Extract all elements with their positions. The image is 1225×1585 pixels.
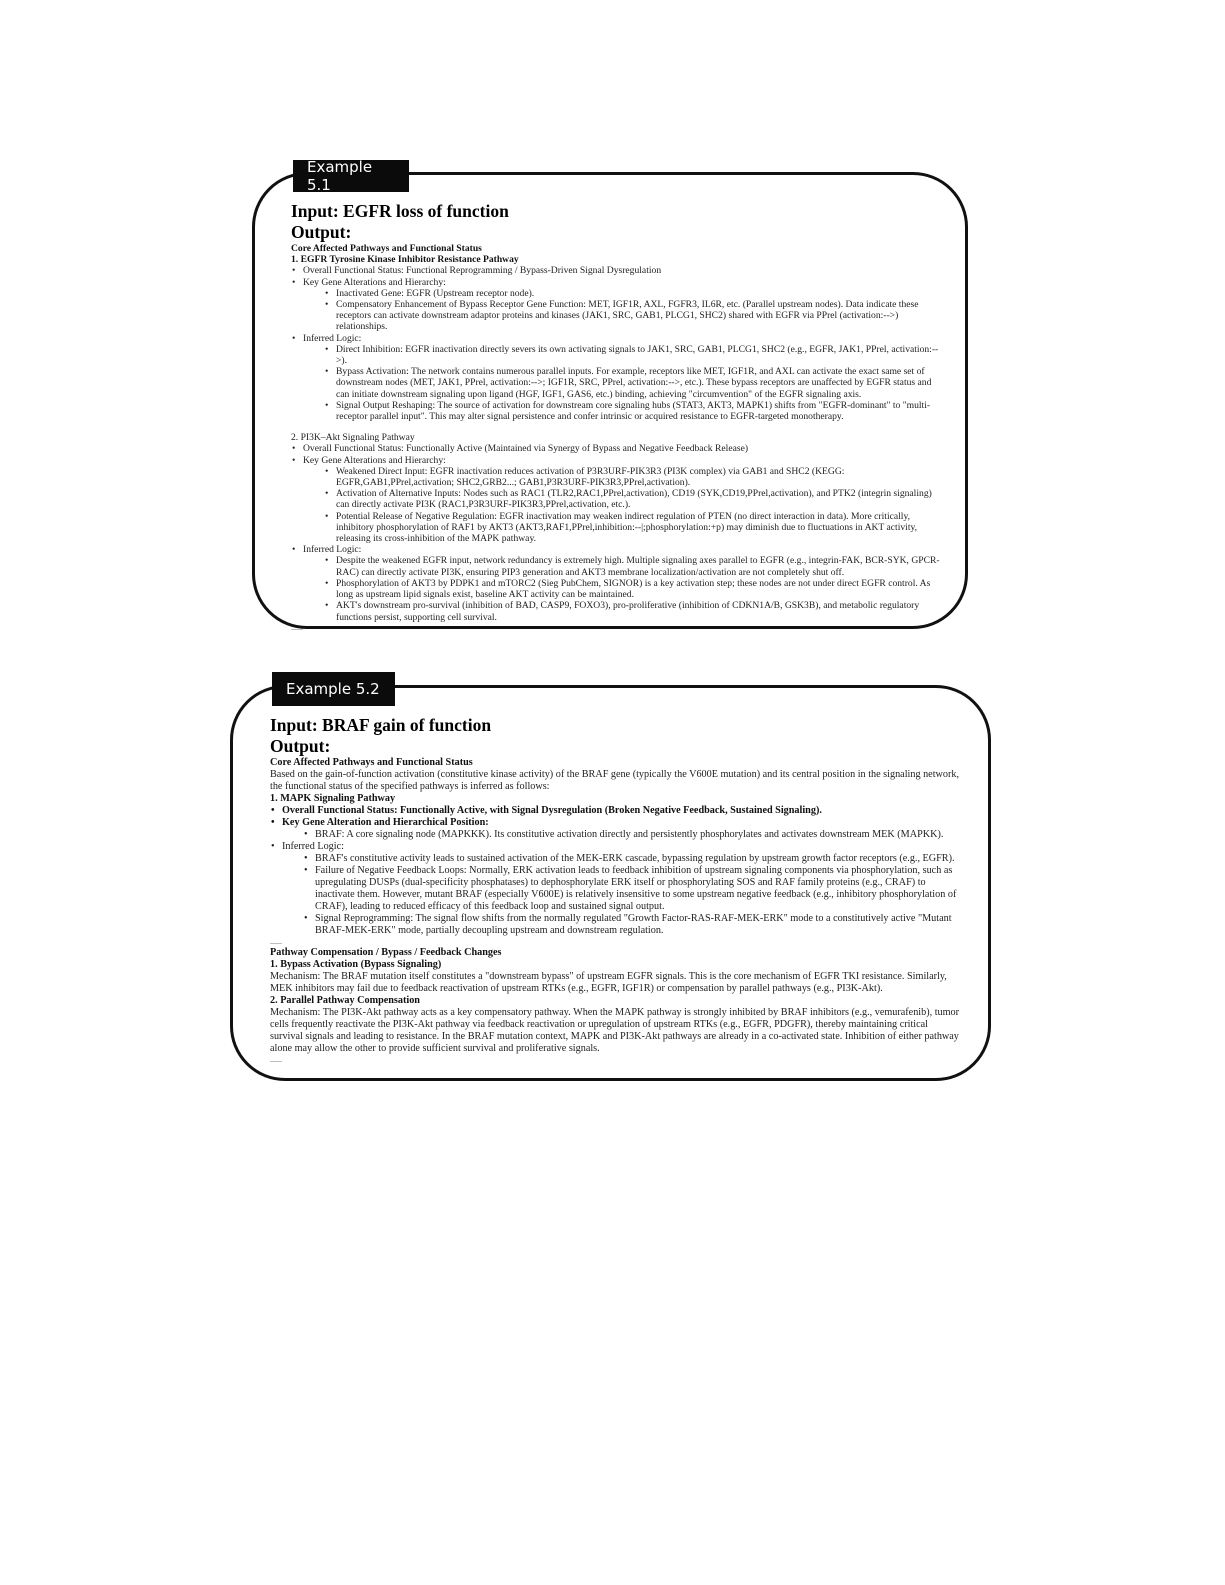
example-label-1: Example 5.1 xyxy=(293,160,409,192)
bullet-item: • Signal Reprogramming: The signal flow shifts from the normally regulated "Growth Factor-RAS-RAF-MEK-ERK" mode to a constitutively active "Mutant BRAF-MEK-ERK" mode, partially decoupling upstream and downstream regulation. xyxy=(270,913,960,937)
bullet-item: • Inferred Logic: xyxy=(291,544,941,555)
paragraph: Based on the gain-of-function activation (constitutive kinase activity) of the BRAF gene (typically the V600E mutation) and its central position in the signaling network, the functional status of the specified pathways is inferred as follows: xyxy=(270,769,960,792)
bullet-item: • Signal Output Reshaping: The source of activation for downstream core signaling hubs (STAT3, AKT3, MAPK1) shifts from "EGFR-dominant" to "multi-receptor parallel input". This may alter signal persistence and confer intrinsic or acquired resistance to EGFR-targeted monotherapy. xyxy=(291,400,941,422)
input-title: Input: EGFR loss of function xyxy=(291,201,509,221)
example-content-2 xyxy=(270,715,960,1065)
bullet-item: • Weakened Direct Input: EGFR inactivation reduces activation of P3R3URF-PIK3R3 (PI3K complex) via GAB1 and SHC2 (KEGG: EGFR,GAB1,PPrel,activation; SHC2,GRB2...; GAB1,P3R3URF-PIK3R3,PPrel,activation). xyxy=(291,466,941,488)
bullet-item: • Overall Functional Status: Functional Reprogramming / Bypass-Driven Signal Dysregulation xyxy=(291,265,941,276)
bullet-item: • Inferred Logic: xyxy=(291,333,941,344)
bullet-item: • Compensatory Enhancement of Bypass Receptor Gene Function: MET, IGF1R, AXL, FGFR3, IL6R, etc. (Parallel upstream nodes). Data indicate these receptors can activate downstream adaptor proteins and kinases (JAK1, SRC, GAB1, PLCG1, SHC2) shared with EGFR via PPrel (activation:-->) relationships. xyxy=(291,299,941,333)
output-body xyxy=(291,243,941,633)
bullet-item: • Bypass Activation: The network contains numerous parallel inputs. For example, receptors like MET, IGF1R, and AXL can activate the exact same set of downstream nodes (MET, JAK1, PPrel, activation:-->; IGF1R, SRC, PPrel, activation:-->, etc.). These bypass receptors are unaffected by EGFR status and can initiate downstream signaling upon ligand (HGF, IGF1, GAS6, etc.) binding, achieving "circumvention" of the EGFR signaling axis. xyxy=(291,366,941,400)
example-content-1 xyxy=(291,201,941,633)
ellipsis: ...... xyxy=(291,622,303,632)
bullet-item: • Failure of Negative Feedback Loops: Normally, ERK activation leads to feedback inhibition of upstream signaling components via phosphorylation, such as upregulating DUSPs (dual-specificity phosphatases) to dephosphorylate ERK itself or phosphorylating SOS and RAF family proteins (e.g., CRAF) to inactivate them. However, mutant BRAF (especially V600E) is relatively insensitive to some upstream negative feedback (e.g., inhibitory phosphorylation of CRAF), leading to reduced efficacy of this feedback loop and sustained signal output. xyxy=(270,865,960,913)
paragraph: 2. PI3K–Akt Signaling Pathway xyxy=(291,432,415,444)
bullet-item: • AKT's downstream pro-survival (inhibition of BAD, CASP9, FOXO3), pro-proliferative (inhibition of CDKN1A/B, GSK3B), and metabolic regulatory functions persist, supporting cell survival. xyxy=(291,600,941,622)
section-heading: Pathway Compensation / Bypass / Feedback Changes xyxy=(270,947,502,958)
bullet-item: • Overall Functional Status: Functionally Active (Maintained via Synergy of Bypass and Negative Feedback Release) xyxy=(291,443,941,454)
paragraph: Mechanism: The BRAF mutation itself constitutes a "downstream bypass" of upstream EGFR signals. This is the core mechanism of EGFR TKI resistance. Similarly, MEK inhibitors may fail due to feedback reactivation of upstream RTKs (e.g., EGFR, IGF1R) or compensation by parallel pathways (e.g., PI3K-Akt). xyxy=(270,971,947,994)
paragraph: Mechanism: The PI3K-Akt pathway acts as a key compensatory pathway. When the MAPK pathway is strongly inhibited by BRAF inhibitors (e.g., vemurafenib), tumor cells frequently reactivate the PI3K-Akt pathway via feedback reactivation or upregulation of upstream RTKs (e.g., EGFR, PDGFR), thereby maintaining critical survival signals and leading to resistance. In the BRAF mutation context, MAPK and PI3K-Akt pathways are already in a co-activated state. Inhibition of either pathway alone may allow the other to provide sufficient survival and proliferative signals. xyxy=(270,1007,960,1054)
bullet-item: • Direct Inhibition: EGFR inactivation directly severs its own activating signals to JAK1, SRC, GAB1, PLCG1, SHC2 (e.g., EGFR, JAK1, PPrel, activation:-->). xyxy=(291,344,941,366)
section-heading: 1. EGFR Tyrosine Kinase Inhibitor Resistance Pathway xyxy=(291,254,519,266)
bullet-item: • Inferred Logic: xyxy=(270,841,960,853)
ellipsis: ...... xyxy=(270,937,282,946)
bullet-item: • BRAF: A core signaling node (MAPKKK). Its constitutive activation directly and persistently phosphorylates and activates downstream MEK (MAPKK). xyxy=(270,829,960,841)
section-heading: Core Affected Pathways and Functional Status xyxy=(291,243,482,254)
bullet-item: • Key Gene Alteration and Hierarchical Position: xyxy=(270,817,960,829)
bullet-item: • Despite the weakened EGFR input, network redundancy is extremely high. Multiple signaling axes parallel to EGFR (e.g., integrin-FAK, BCR-SYK, GPCR-RAC) can directly activate PI3K, ensuring PIP3 generation and AKT3 membrane localization/activation are not completely shut off. xyxy=(291,555,941,577)
bullet-item: • BRAF's constitutive activity leads to sustained activation of the MEK-ERK cascade, bypassing regulation by upstream growth factor receptors (e.g., EGFR). xyxy=(270,853,960,865)
output-title: Output: xyxy=(291,222,352,242)
input-title: Input: BRAF gain of function xyxy=(270,715,492,735)
section-heading: 2. Parallel Pathway Compensation xyxy=(270,995,420,1006)
output-body xyxy=(270,757,960,1065)
example-label-2: Example 5.2 xyxy=(272,672,395,706)
bullet-item: • Key Gene Alterations and Hierarchy: xyxy=(291,277,941,288)
bullet-item: • Potential Release of Negative Regulation: EGFR inactivation may weaken indirect regulation of PTEN (no direct interaction in data). More critically, inhibitory phosphorylation of RAF1 by AKT3 (AKT3,RAF1,PPrel,inhibition:--|;phosphorylation:+p) may diminish due to fluctuations in AKT activity, releasing its cross-inhibition of the MAPK pathway. xyxy=(291,511,941,545)
bullet-item: • Key Gene Alterations and Hierarchy: xyxy=(291,455,941,466)
section-heading: Core Affected Pathways and Functional Status xyxy=(270,757,473,768)
section-heading: 1. MAPK Signaling Pathway xyxy=(270,793,396,804)
section-heading: 1. Bypass Activation (Bypass Signaling) xyxy=(270,959,442,970)
bullet-item: • Overall Functional Status: Functionally Active, with Signal Dysregulation (Broken Negative Feedback, Sustained Signaling). xyxy=(270,805,960,817)
bullet-item: • Activation of Alternative Inputs: Nodes such as RAC1 (TLR2,RAC1,PPrel,activation), CD19 (SYK,CD19,PPrel,activation), and PTK2 (integrin signaling) can directly activate PI3K (RAC1,P3R3URF-PIK3R3,PPrel,activation, etc.). xyxy=(291,488,941,510)
ellipsis: ...... xyxy=(270,1055,282,1064)
bullet-item: • Phosphorylation of AKT3 by PDPK1 and mTORC2 (Sieg PubChem, SIGNOR) is a key activation step; these nodes are not under direct EGFR control. As long as upstream lipid signals exist, baseline AKT activity can be maintained. xyxy=(291,578,941,600)
spacer xyxy=(291,422,941,432)
bullet-item: • Inactivated Gene: EGFR (Upstream receptor node). xyxy=(291,288,941,299)
output-title: Output: xyxy=(270,736,331,756)
